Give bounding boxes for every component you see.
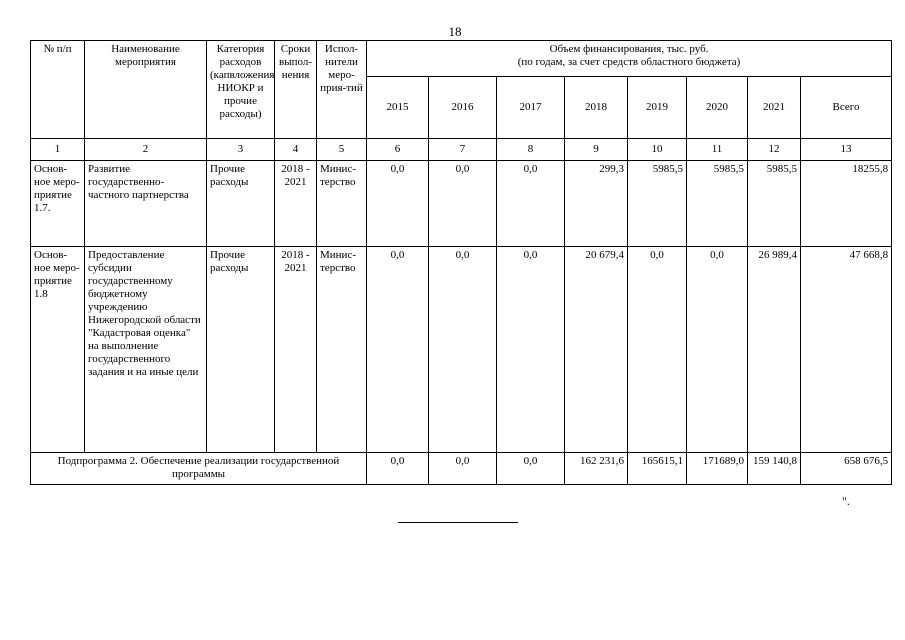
row-value-total: 47 668,8 [801, 247, 892, 453]
table-row [31, 161, 892, 247]
header-executors: Испол-нители меро-прия-тий [317, 41, 367, 139]
column-number-row [31, 139, 892, 161]
column-number: 8 [497, 139, 565, 161]
year-header: 2015 [367, 77, 429, 139]
row-value: 0,0 [628, 247, 687, 453]
row-num: Основ-ное меро-приятие 1.7. [31, 161, 85, 247]
row-executor: Минис-терство [317, 247, 367, 453]
year-header: 2019 [628, 77, 687, 139]
column-number: 4 [275, 139, 317, 161]
header-funding-title: Объем финансирования, тыс. руб. [549, 43, 709, 55]
subtotal-value: 162 231,6 [565, 453, 628, 485]
column-number: 9 [565, 139, 628, 161]
row-value: 0,0 [367, 247, 429, 453]
subtotal-label: Подпрограмма 2. Обеспечение реализации государственной программы [31, 453, 367, 485]
year-header: 2021 [748, 77, 801, 139]
row-terms: 2018 - 2021 [275, 161, 317, 247]
column-number: 11 [687, 139, 748, 161]
year-header: 2018 [565, 77, 628, 139]
column-number: 6 [367, 139, 429, 161]
funding-table [30, 40, 892, 485]
subtotal-value: 159 140,8 [748, 453, 801, 485]
header-terms: Сроки выпол-нения [275, 41, 317, 139]
header-name: Наименование мероприятия [85, 41, 207, 139]
row-value: 20 679,4 [565, 247, 628, 453]
subtotal-value: 0,0 [497, 453, 565, 485]
year-header: 2016 [429, 77, 497, 139]
subtotal-value-total: 658 676,5 [801, 453, 892, 485]
subtotal-value: 0,0 [429, 453, 497, 485]
row-value: 0,0 [497, 247, 565, 453]
row-value: 299,3 [565, 161, 628, 247]
row-value: 5985,5 [628, 161, 687, 247]
row-num: Основ-ное меро-приятие 1.8 [31, 247, 85, 453]
column-number: 13 [801, 139, 892, 161]
column-number: 12 [748, 139, 801, 161]
column-number: 7 [429, 139, 497, 161]
subtotal-row [31, 453, 892, 485]
year-header-total: Всего [801, 77, 892, 139]
row-value: 26 989,4 [748, 247, 801, 453]
row-value: 0,0 [687, 247, 748, 453]
column-number: 10 [628, 139, 687, 161]
column-number: 3 [207, 139, 275, 161]
header-funding-subtitle: (по годам, за счет средств областного бюджета) [517, 56, 741, 68]
column-number: 5 [317, 139, 367, 161]
row-name: Предоставление субсидии государственному бюджетному учреждению Нижегородской области "Кадастровая оценка" на выполнение государственного задания и на иные цели [85, 247, 207, 453]
row-value: 5985,5 [687, 161, 748, 247]
row-executor: Минис-терство [317, 161, 367, 247]
row-value: 0,0 [367, 161, 429, 247]
page-number: 18 [448, 24, 462, 39]
table-row [31, 247, 892, 453]
subtotal-value: 171689,0 [687, 453, 748, 485]
row-category: Прочие расходы [207, 247, 275, 453]
row-value: 0,0 [429, 161, 497, 247]
separator-line [398, 522, 518, 523]
header-category: Категория расходов (капвложения НИОКР и прочие расходы) [207, 41, 275, 139]
subtotal-value: 0,0 [367, 453, 429, 485]
header-funding [367, 41, 892, 77]
column-number: 1 [31, 139, 85, 161]
row-name: Развитие государственно-частного партнерства [85, 161, 207, 247]
year-header: 2020 [687, 77, 748, 139]
row-category: Прочие расходы [207, 161, 275, 247]
row-value-total: 18255,8 [801, 161, 892, 247]
row-value: 0,0 [497, 161, 565, 247]
row-value: 0,0 [429, 247, 497, 453]
row-value: 5985,5 [748, 161, 801, 247]
column-number: 2 [85, 139, 207, 161]
row-terms: 2018 - 2021 [275, 247, 317, 453]
closing-quote: ". [842, 494, 850, 508]
header-num: № п/п [31, 41, 85, 139]
year-header: 2017 [497, 77, 565, 139]
subtotal-value: 165615,1 [628, 453, 687, 485]
